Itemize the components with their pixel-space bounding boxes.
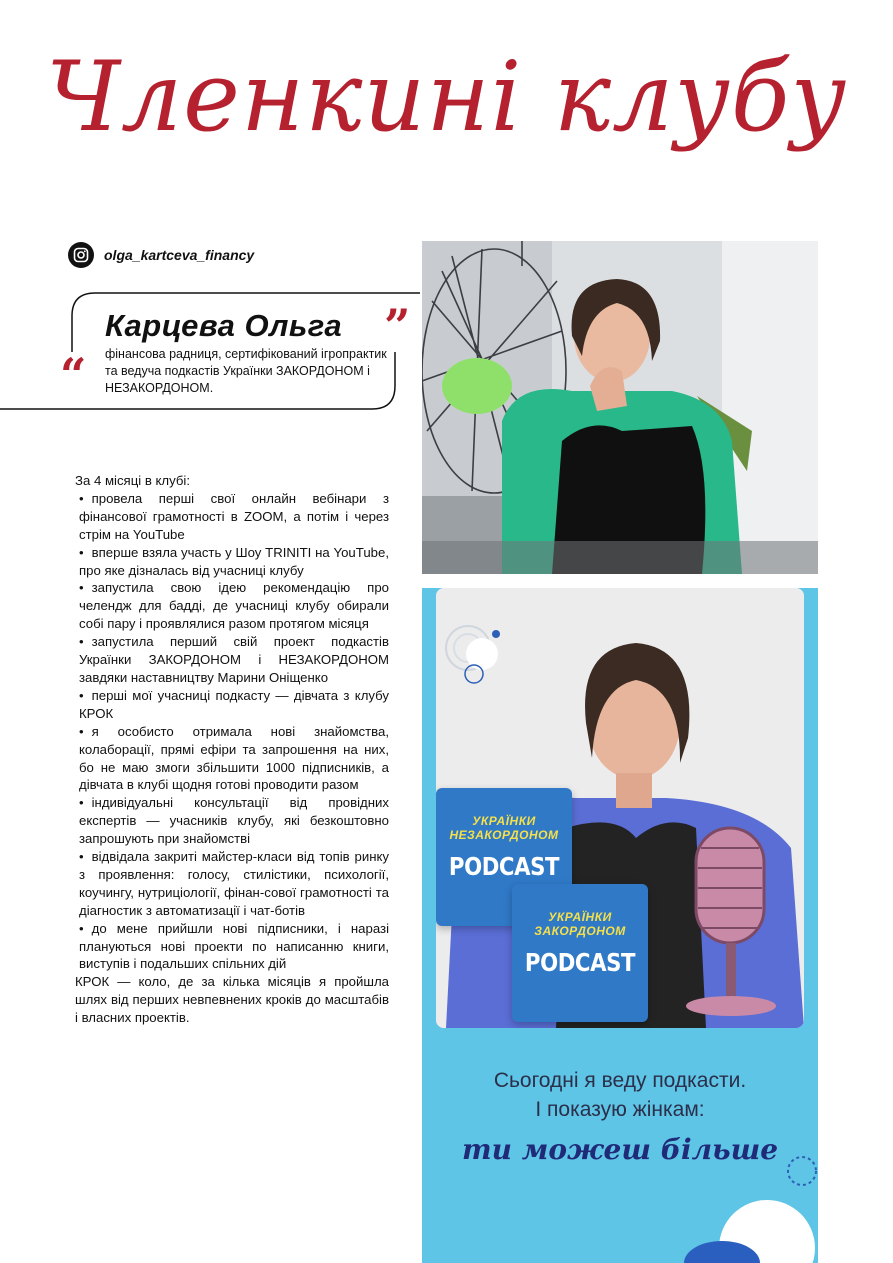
article-bullet: • запустила перший свій проект подкастів Українки ЗАКОРДОНОМ і НЕЗАКОРДОНОМ завдяки наставництву Марини Оніщенко	[75, 633, 389, 687]
opening-quote-mark: “	[60, 348, 87, 402]
badge-line: ЗАКОРДОНОМ	[534, 924, 626, 938]
article-intro: За 4 місяці в клубі:	[75, 473, 191, 488]
podcast-promo	[422, 588, 818, 1263]
instagram-handle: olga_kartceva_financy	[104, 247, 255, 263]
instagram-link[interactable]	[68, 242, 254, 268]
caption-line: Сьогодні я веду подкасти.	[493, 1069, 747, 1092]
instagram-icon	[68, 242, 94, 268]
article-bullet: • вперше взяла участь у Шоу TRINITI на YouTube, про яке дізналась від учасниці клубу	[75, 544, 389, 580]
caption-line: І показую жінкам:	[535, 1098, 705, 1121]
article-closing: КРОК — коло, де за кілька місяців я пройшла шлях від перших невпевнених кроків до масштабів і власних проектів.	[75, 974, 389, 1026]
promo-slogan: ти можеш більше	[461, 1133, 779, 1166]
closing-quote-mark: ”	[384, 299, 411, 353]
article-bullet: • до мене прийшли нові підписники, і наразі плануються нові проекти по написанню книги, виступів і подальших спільних дій	[75, 920, 389, 974]
badge-line: УКРАЇНКИ	[548, 910, 612, 924]
badge-line: НЕЗАКОРДОНОМ	[449, 828, 559, 842]
article-bullet: • перші мої учасниці подкасту — дівчата з клубу КРОК	[75, 687, 389, 723]
portrait-photo	[422, 241, 818, 574]
badge-podcast-label: PODCAST	[524, 948, 636, 977]
promo-photo	[436, 588, 804, 1028]
article-bullet: • відвідала закриті майстер-класи від топів ринку з проявлення: голосу, стилістики, психології, коучингу, нутриціології, фінан-сової грамотності та діагностик з автоматизації і чат-ботів	[75, 848, 389, 920]
article-bullet: • провела перші свої онлайн вебінари з фінансової грамотності в ZOOM, а потім і через стрім на YouTube	[75, 490, 389, 544]
promo-caption	[422, 1066, 818, 1124]
article-bullet: • індивідуальні консультації від провідних експертів — учасників клубу, які безкоштовно запрошують при знайомстві	[75, 794, 389, 848]
badge-podcast-label: PODCAST	[448, 852, 560, 881]
article-bullet: • запустила свою ідею рекомендацію про челендж для бадді, де учасниці клубу обирали собі пару і проявлялися разом протягом місяця	[75, 579, 389, 633]
podcast-badge-zakordonom	[512, 884, 648, 1022]
page-title: Членкині клубу	[45, 41, 848, 153]
article-body	[75, 472, 389, 1027]
article-bullet: • я особисто отримала нові знайомства, колаборації, прямі ефіри та запрошення на них, бо не маю змоги збільшити 1000 підписників, а дівчата в клубі щодня готові проводити разом	[75, 723, 389, 795]
profile-name: Карцева Ольга	[105, 308, 343, 343]
badge-line: УКРАЇНКИ	[472, 814, 536, 828]
profile-description: фінансова радниця, сертифікований ігропрактик та ведуча подкастів Українки ЗАКОРДОНОМ і НЕЗАКОРДОНОМ.	[105, 347, 387, 395]
